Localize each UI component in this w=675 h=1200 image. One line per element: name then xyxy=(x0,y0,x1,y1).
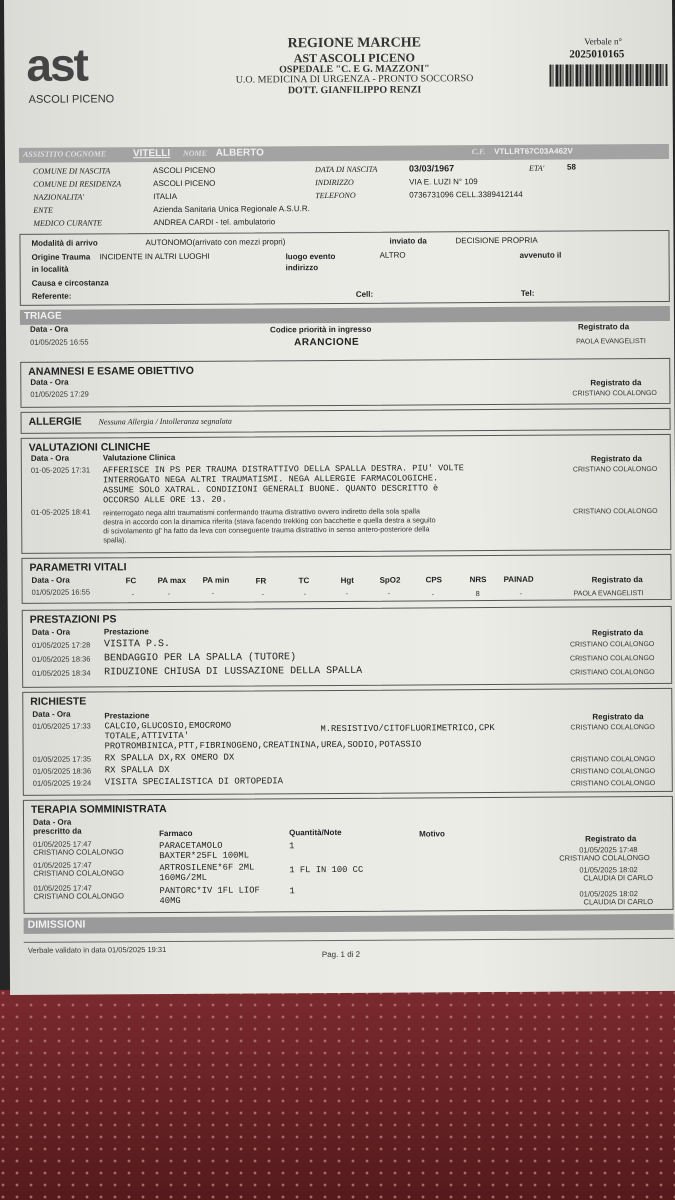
cf-value: VTLLRT67C03A462V xyxy=(494,146,573,157)
prestazione-dataora: 01/05/2025 18:36 xyxy=(32,654,91,664)
arrivo-box xyxy=(19,230,669,306)
richieste-title: RICHIESTE xyxy=(30,695,87,708)
richiesta-registrato: CRISTIANO COLALONGO xyxy=(570,724,655,732)
terapia-dataora-label: Data - Ora xyxy=(32,817,72,827)
richieste-registrato-label: Registrato da xyxy=(592,712,644,722)
terapia-prescritto: CRISTIANO COLALONGO xyxy=(33,891,124,901)
triage-codice-label: Codice priorità in ingresso xyxy=(269,324,372,335)
richiesta-text: RX SPALLA DX xyxy=(104,765,170,776)
prestazione-registrato: CRISTIANO COLALONGO xyxy=(570,655,655,663)
comune-nascita-label: COMUNE DI NASCITA xyxy=(33,166,111,176)
terapia-registrato: CLAUDIA DI CARLO xyxy=(583,873,654,883)
terapia-farmaco: 40MG xyxy=(159,895,181,907)
richiesta-dataora: 01/05/2025 17:35 xyxy=(32,754,92,764)
param-value: 8 xyxy=(475,589,480,599)
terapia-qta: 1 xyxy=(289,886,295,897)
prestazione-registrato: CRISTIANO COLALONGO xyxy=(570,669,655,677)
prestazione-dataora: 01/05/2025 17:28 xyxy=(31,640,91,650)
triage-dataora-label: Data - Ora xyxy=(29,324,69,334)
param-value: - xyxy=(387,588,391,598)
terapia-dataora: 01/05/2025 17:47 xyxy=(33,883,92,893)
param-header: NRS xyxy=(469,575,487,585)
referente-label: Referente: xyxy=(31,291,72,301)
param-value: - xyxy=(261,589,265,599)
inviato-value: DECISIONE PROPRIA xyxy=(455,235,538,246)
richiesta-line: PROTROMBINICA,PTT,FIBRINOGENO,CREATININA,UREA,SODIO,POTASSIO xyxy=(104,739,422,752)
luogo-value: ALTRO xyxy=(379,250,406,260)
terapia-farmaco: PARACETAMOLO xyxy=(159,840,223,852)
data-nascita-label: DATA DI NASCITA xyxy=(315,164,378,175)
logo-city: ASCOLI PICENO xyxy=(28,93,115,106)
triage-registrato-label: Registrato da xyxy=(577,322,630,332)
telefono-value: 0736731096 CELL.3389412144 xyxy=(409,189,523,200)
luogo-label: luogo evento xyxy=(285,251,336,262)
avvenuto-label: avvenuto il xyxy=(519,250,562,260)
richieste-dataora-label: Data - Ora xyxy=(32,709,71,719)
telefono-label: TELEFONO xyxy=(315,190,356,201)
modalita-value: AUTONOMO(arrivato con mezzi propri) xyxy=(145,237,286,248)
eta-value: 58 xyxy=(567,162,576,172)
richiesta-registrato: CRISTIANO COLALONGO xyxy=(570,780,656,788)
allergie-text: Nessuna Allergia / Intolleranza segnalata xyxy=(98,416,232,427)
indirizzo-evento-label: indirizzo xyxy=(285,263,319,273)
param-header: SpO2 xyxy=(379,575,401,585)
prestazioni-registrato-label: Registrato da xyxy=(591,628,644,638)
param-value: - xyxy=(303,589,307,599)
terapia-motivo-label: Motivo xyxy=(419,829,445,839)
valutazione-dataora-2: 01-05-2025 18:41 xyxy=(31,507,91,517)
triage-registrato: PAOLA EVANGELISTI xyxy=(576,338,646,346)
richiesta-text: RX SPALLA DX,RX OMERO DX xyxy=(104,752,235,764)
param-header: TC xyxy=(298,576,310,586)
terapia-qta: 1 xyxy=(289,841,295,852)
prestazioni-title: PRESTAZIONI PS xyxy=(29,613,117,626)
cf-label: C.F. xyxy=(471,147,486,157)
barcode xyxy=(549,64,667,87)
param-header: Data - Ora xyxy=(31,575,70,585)
header-region: REGIONE MARCHE xyxy=(287,35,422,52)
valutazione-line: reinterrogato nega altri traumatismi confermando trauma distrattivo ovvero indiretto della sola spalla xyxy=(103,506,420,518)
terapia-registrato: CLAUDIA DI CARLO xyxy=(583,897,654,907)
anamnesi-registrato: CRISTIANO COLALONGO xyxy=(572,390,657,398)
param-value: - xyxy=(211,588,215,598)
terapia-farmaco: BAXTER*25FL 100ML xyxy=(159,850,250,862)
tablecloth xyxy=(0,990,675,1200)
cell-label: Cell: xyxy=(355,289,374,299)
nazionalita-value: ITALIA xyxy=(153,191,178,202)
terapia-title: TERAPIA SOMMINISTRATA xyxy=(30,803,167,816)
footer-rule xyxy=(24,938,674,943)
richiesta-dataora: 01/05/2025 19:24 xyxy=(32,778,92,788)
param-value: - xyxy=(167,588,171,599)
prestazione-text: VISITA P.S. xyxy=(103,638,170,651)
anamnesi-dataora: 01/05/2025 17:29 xyxy=(30,389,89,399)
param-header: Hgt xyxy=(340,575,354,585)
cognome-value: VITELLI xyxy=(132,147,171,160)
ente-label: ENTE xyxy=(33,205,53,215)
valutazione-dataora-1: 01-05-2025 17:31 xyxy=(30,465,91,475)
valutazione-line: INTERROGATO NEGA ALTRI TRAUMATISMI. NEGA ALLERGIE FARMACOLOGICHE. xyxy=(102,473,439,486)
param-value: PAOLA EVANGELISTI xyxy=(573,590,644,598)
terapia-farmaco: 160MG/2ML xyxy=(159,872,207,884)
terapia-registrato-date: 01/05/2025 18:02 xyxy=(579,865,638,875)
logo xyxy=(22,37,142,113)
param-value: - xyxy=(131,589,135,599)
terapia-prescritto: CRISTIANO COLALONGO xyxy=(33,847,124,857)
valutazioni-registrato-label: Registrato da xyxy=(590,454,642,464)
anamnesi-title: ANAMNESI E ESAME OBIETTIVO xyxy=(28,364,194,378)
inviato-label: inviato da xyxy=(389,236,427,246)
dimissioni-bar: DIMISSIONI xyxy=(24,914,674,934)
richiesta-text: VISITA SPECIALISTICA DI ORTOPEDIA xyxy=(104,776,284,788)
prestazioni-dataora-label: Data - Ora xyxy=(31,627,71,637)
causa-label: Causa e circostanza xyxy=(31,278,109,288)
terapia-prescritto: CRISTIANO COLALONGO xyxy=(33,868,124,878)
header-hospital: OSPEDALE "C. E G. MAZZONI" xyxy=(279,63,430,76)
richieste-prest-label: Prestazione xyxy=(104,711,150,721)
prestazione-dataora: 01/05/2025 18:34 xyxy=(32,668,91,678)
patient-name-bar xyxy=(19,144,669,163)
richiesta-dataora: 01/05/2025 17:33 xyxy=(32,721,91,731)
data-nascita-value: 03/03/1967 xyxy=(409,163,455,174)
param-value: - xyxy=(519,588,523,598)
terapia-qta-label: Quantità/Note xyxy=(289,827,342,838)
valutazioni-title: VALUTAZIONI CLINICHE xyxy=(28,441,151,454)
terapia-dataora: 01/05/2025 17:47 xyxy=(33,860,92,870)
valutazione-line: OCCORSO ALLE ORE 13. 20. xyxy=(103,494,227,506)
valutazione-line: ASSUME SOLO XATRAL. CONDIZIONI GENERALI BUONE. QUANTO DESCRITTO è xyxy=(102,483,439,496)
valutazione-line: spalla). xyxy=(103,535,127,545)
prestazione-text: RIDUZIONE CHIUSA DI LUSSAZIONE DELLA SPALLA xyxy=(104,665,363,679)
nazionalita-label: NAZIONALITA' xyxy=(33,192,85,202)
param-header: PA min xyxy=(202,575,230,585)
param-header: PAINAD xyxy=(503,574,534,584)
terapia-farmaco: ARTROSILENE*6F 2ML xyxy=(159,862,255,874)
param-value: - xyxy=(345,588,349,598)
param-value: - xyxy=(431,589,435,599)
prestazione-text: BENDAGGIO PER LA SPALLA (TUTORE) xyxy=(103,652,297,665)
richiesta-line: CALCIO,GLUCOSIO,EMOCROMO xyxy=(104,720,232,732)
anamnesi-dataora-label: Data - Ora xyxy=(30,377,69,387)
verbale-number: 2025010165 xyxy=(569,48,625,61)
eta-label: ETA' xyxy=(529,163,545,173)
allergie-title: ALLERGIE xyxy=(28,415,82,428)
comune-nascita-value: ASCOLI PICENO xyxy=(153,165,216,176)
footer-validated: Verbale validato in data 01/05/2025 19:31 xyxy=(27,945,167,955)
terapia-farmaco: PANTORC*IV 1FL LIOF xyxy=(159,885,260,897)
richiesta-line: TOTALE,ATTIVITA' xyxy=(104,730,189,742)
tel-label: Tel: xyxy=(520,288,535,298)
logo-text: ast xyxy=(26,38,88,91)
medico-label: MEDICO CURANTE xyxy=(33,218,103,228)
param-header: CPS xyxy=(425,575,443,585)
anamnesi-registrato-label: Registrato da xyxy=(590,378,642,388)
cognome-label: ASSISTITO COGNOME xyxy=(22,149,107,159)
param-header: PA max xyxy=(157,575,187,586)
indirizzo-label: INDIRIZZO xyxy=(315,177,354,188)
nome-label: NOME xyxy=(182,148,207,158)
terapia-farmaco-label: Farmaco xyxy=(159,828,193,839)
terapia-prescritto-label: prescritto da xyxy=(33,826,82,836)
richiesta-registrato: CRISTIANO COLALONGO xyxy=(570,768,656,776)
param-value: 01/05/2025 16:55 xyxy=(31,587,91,597)
valutazioni-dataora-label: Data - Ora xyxy=(30,453,70,463)
terapia-qta: 1 FL IN 100 CC xyxy=(289,864,364,876)
header-doctor: DOTT. GIANFILIPPO RENZI xyxy=(287,84,422,97)
valutazione-registrato-2: CRISTIANO COLALONGO xyxy=(573,508,658,516)
terapia-registrato-date: 01/05/2025 18:02 xyxy=(579,889,638,899)
prestazione-registrato: CRISTIANO COLALONGO xyxy=(569,641,655,649)
nome-value: ALBERTO xyxy=(215,147,264,159)
richiesta-registrato: CRISTIANO COLALONGO xyxy=(570,756,656,764)
verbale-label: Verbale n° xyxy=(584,36,623,47)
medico-value: ANDREA CARDI - tel. ambulatorio xyxy=(153,217,276,228)
valutazione-line: destra in accordo con la dinamica riferita (stava facendo trekking con bacchette e quella destra a seguito xyxy=(103,515,436,527)
terapia-registrato-date: 01/05/2025 17:48 xyxy=(579,845,638,855)
indirizzo-value: VIA E. LUZI N° 109 xyxy=(409,177,478,187)
param-header: FC xyxy=(125,576,137,586)
valutazione-registrato-1: CRISTIANO COLALONGO xyxy=(572,466,658,474)
document-page xyxy=(4,0,675,995)
origine-label: Origine Trauma xyxy=(31,252,91,262)
footer-page: Pag. 1 di 2 xyxy=(321,949,361,960)
valutazione-line: di scivolamento gl' ha fatto da leva con conseguente trauma distrattivo in senso antero-posteriore della xyxy=(103,524,430,536)
ente-value: Azienda Sanitaria Unica Regionale A.S.U.R. xyxy=(153,204,310,215)
valutazioni-val-label: Valutazione Clinica xyxy=(102,452,176,463)
header-ast: AST ASCOLI PICENO xyxy=(293,50,415,66)
terapia-registrato-label: Registrato da xyxy=(585,834,637,844)
comune-res-value: ASCOLI PICENO xyxy=(153,178,216,189)
triage-dataora: 01/05/2025 16:55 xyxy=(30,337,89,347)
terapia-dataora: 01/05/2025 17:47 xyxy=(33,839,92,849)
prestazioni-prest-label: Prestazione xyxy=(103,627,149,637)
localita-label: in località xyxy=(31,264,69,274)
triage-codice: ARANCIONE xyxy=(294,336,360,349)
terapia-registrato: CRISTIANO COLALONGO xyxy=(559,853,650,863)
param-header: Registrato da xyxy=(591,575,643,585)
header-unit: U.O. MEDICINA DI URGENZA - PRONTO SOCCORSO xyxy=(235,73,474,86)
comune-res-label: COMUNE DI RESIDENZA xyxy=(33,179,122,189)
parametri-title: PARAMETRI VITALI xyxy=(29,561,127,574)
param-header: FR xyxy=(255,576,267,586)
richiesta-dataora: 01/05/2025 18:36 xyxy=(32,766,92,776)
valutazione-line: AFFERISCE IN PS PER TRAUMA DISTRATTIVO DELLA SPALLA DESTRA. PIU' VOLTE xyxy=(102,463,464,476)
modalita-label: Modalità di arrivo xyxy=(31,238,98,248)
richiesta-line: M.RESISTIVO/CITOFLUORIMETRICO,CPK xyxy=(320,723,495,735)
triage-bar: TRIAGE xyxy=(20,306,670,325)
origine-value: INCIDENTE IN ALTRI LUOGHI xyxy=(99,251,210,262)
